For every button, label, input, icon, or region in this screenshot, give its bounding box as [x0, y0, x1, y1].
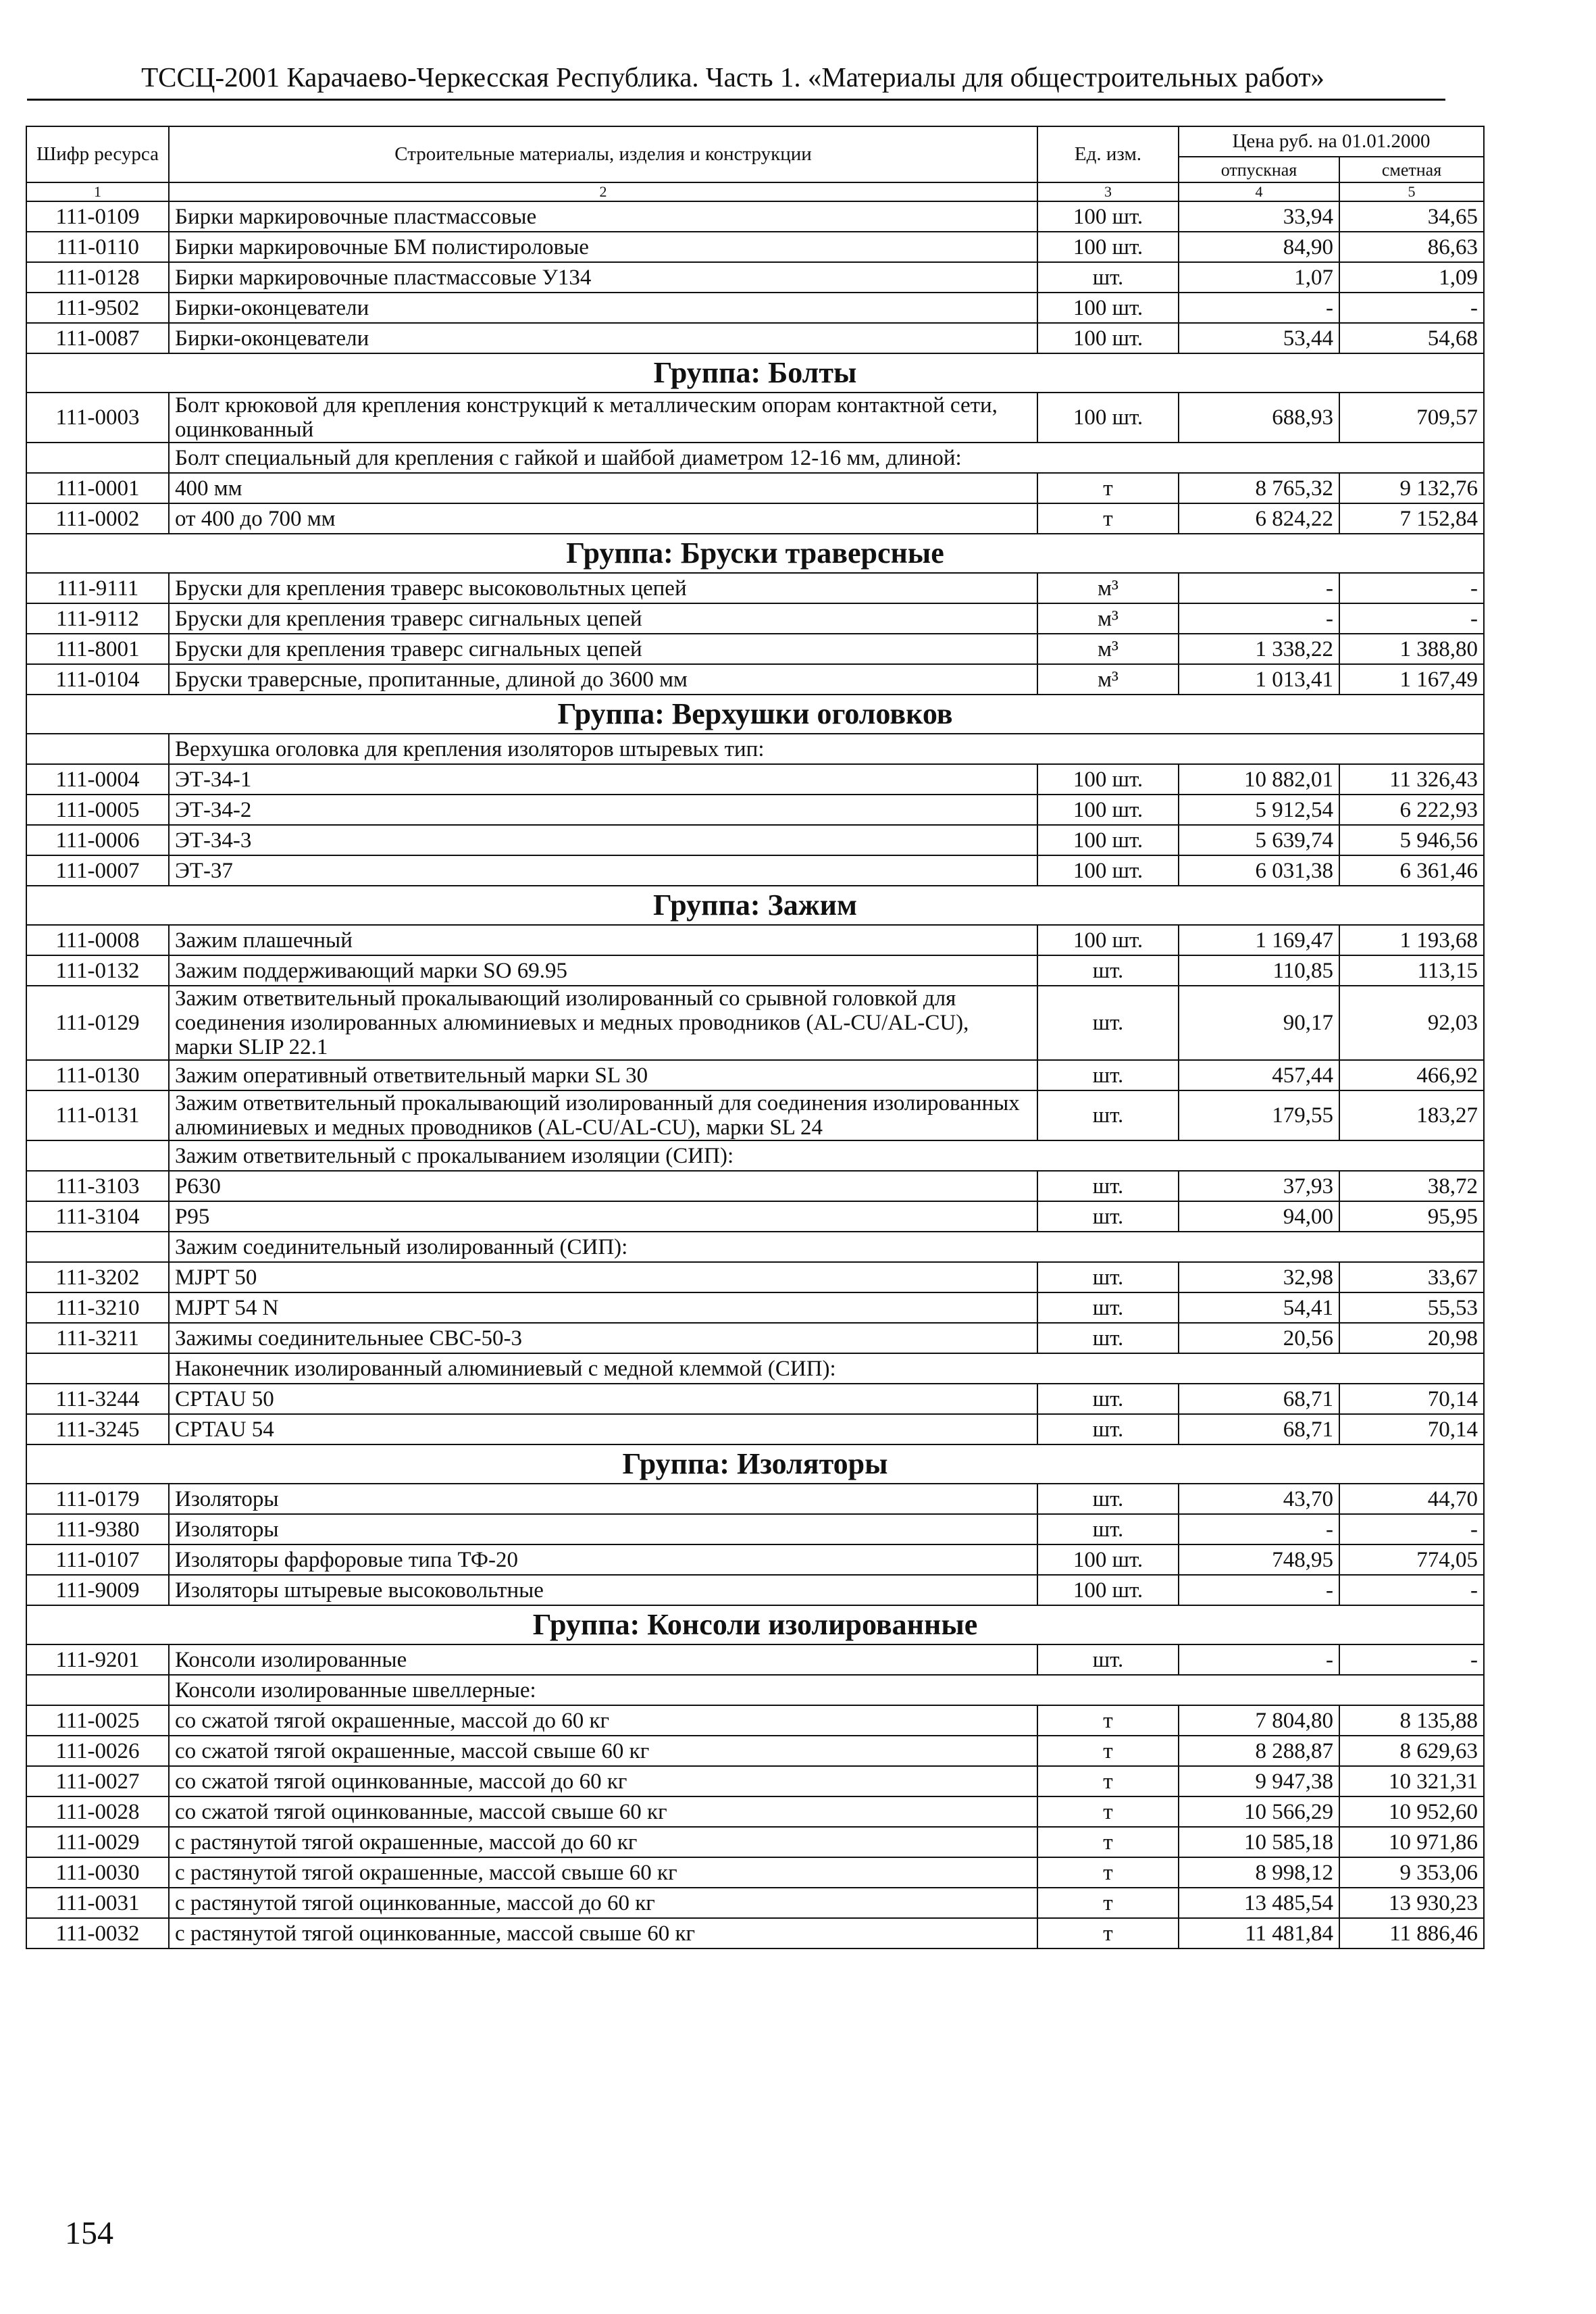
release-price: 32,98 [1179, 1262, 1339, 1292]
release-price: 1 169,47 [1179, 925, 1339, 955]
release-price: - [1179, 573, 1339, 603]
resource-code: 111-3244 [26, 1384, 169, 1414]
material-name: ЭТ-34-2 [169, 795, 1037, 825]
column-number: 4 [1179, 182, 1339, 201]
estimate-price: 44,70 [1339, 1484, 1484, 1514]
material-name: Бруски для крепления траверс сигнальных цепей [169, 634, 1037, 664]
estimate-price: 5 946,56 [1339, 825, 1484, 855]
table-row [26, 1060, 1484, 1090]
header-estimate-price: сметная [1339, 157, 1484, 182]
group-heading-row [26, 1444, 1484, 1484]
material-name: с растянутой тягой окрашенные, массой свыше 60 кг [169, 1857, 1037, 1888]
material-name: ЭТ-34-1 [169, 764, 1037, 795]
release-price: 1 338,22 [1179, 634, 1339, 664]
resource-code: 111-9112 [26, 603, 169, 634]
table-row [26, 1262, 1484, 1292]
description-row [26, 1232, 1484, 1262]
table-row [26, 1544, 1484, 1575]
resource-code: 111-9380 [26, 1514, 169, 1544]
table-row [26, 1888, 1484, 1918]
group-heading-row [26, 1605, 1484, 1644]
description-text: Консоли изолированные швеллерные: [169, 1675, 1484, 1705]
material-name: Изоляторы фарфоровые типа ТФ-20 [169, 1544, 1037, 1575]
resource-code: 111-3245 [26, 1414, 169, 1444]
material-name: Зажим ответвительный прокалывающий изолированный со срывной головкой для соединения изолированных алюминиевых и медных проводников (AL-CU/AL-CU), марки SLIP 22.1 [169, 986, 1037, 1060]
table-row [26, 825, 1484, 855]
estimate-price: 13 930,23 [1339, 1888, 1484, 1918]
unit-of-measure: шт. [1037, 1060, 1179, 1090]
estimate-price: - [1339, 603, 1484, 634]
resource-code: 111-0132 [26, 955, 169, 986]
estimate-price: 774,05 [1339, 1544, 1484, 1575]
release-price: 20,56 [1179, 1323, 1339, 1353]
unit-of-measure: м³ [1037, 603, 1179, 634]
unit-of-measure: шт. [1037, 1171, 1179, 1201]
estimate-price: 34,65 [1339, 201, 1484, 232]
estimate-price: 183,27 [1339, 1090, 1484, 1140]
material-name: ЭТ-37 [169, 855, 1037, 886]
estimate-price: 10 321,31 [1339, 1766, 1484, 1796]
material-name: 400 мм [169, 473, 1037, 503]
resource-code: 111-0130 [26, 1060, 169, 1090]
unit-of-measure: м³ [1037, 634, 1179, 664]
resource-code: 111-0109 [26, 201, 169, 232]
empty-cell [26, 443, 169, 473]
group-heading-row [26, 534, 1484, 573]
resource-code: 111-0003 [26, 393, 169, 443]
release-price: 94,00 [1179, 1201, 1339, 1232]
unit-of-measure: 100 шт. [1037, 1544, 1179, 1575]
page-number: 154 [65, 2215, 113, 2251]
material-name: со сжатой тягой оцинкованные, массой свыше 60 кг [169, 1796, 1037, 1827]
table-row [26, 323, 1484, 353]
table-row [26, 293, 1484, 323]
release-price: 10 585,18 [1179, 1827, 1339, 1857]
material-name: Зажим оперативный ответвительный марки SL 30 [169, 1060, 1037, 1090]
table-row [26, 1171, 1484, 1201]
resource-code: 111-8001 [26, 634, 169, 664]
resource-code: 111-0131 [26, 1090, 169, 1140]
resource-code: 111-0008 [26, 925, 169, 955]
release-price: 8 998,12 [1179, 1857, 1339, 1888]
release-price: 53,44 [1179, 323, 1339, 353]
material-name: Изоляторы штыревые высоковольтные [169, 1575, 1037, 1605]
estimate-price: 8 629,63 [1339, 1736, 1484, 1766]
table-row [26, 1644, 1484, 1675]
resource-code: 111-3103 [26, 1171, 169, 1201]
group-heading-row [26, 353, 1484, 393]
release-price: - [1179, 1644, 1339, 1675]
empty-cell [26, 1353, 169, 1384]
unit-of-measure: т [1037, 1827, 1179, 1857]
release-price: 9 947,38 [1179, 1766, 1339, 1796]
release-price: 8 765,32 [1179, 473, 1339, 503]
page-title: ТССЦ-2001 Карачаево-Черкесская Республика. Часть 1. «Материалы для общестроительных работ» [141, 61, 1324, 93]
release-price: 6 031,38 [1179, 855, 1339, 886]
resource-code: 111-9009 [26, 1575, 169, 1605]
unit-of-measure: 100 шт. [1037, 825, 1179, 855]
empty-cell [26, 1140, 169, 1171]
table-header-row [26, 126, 1484, 157]
resource-code: 111-3202 [26, 1262, 169, 1292]
description-text: Зажим соединительный изолированный (СИП): [169, 1232, 1484, 1262]
unit-of-measure: т [1037, 1736, 1179, 1766]
release-price: 13 485,54 [1179, 1888, 1339, 1918]
resource-code: 111-0087 [26, 323, 169, 353]
unit-of-measure: 100 шт. [1037, 201, 1179, 232]
estimate-price: - [1339, 1575, 1484, 1605]
price-table [26, 126, 1485, 1949]
release-price: 1,07 [1179, 262, 1339, 293]
release-price: 37,93 [1179, 1171, 1339, 1201]
group-heading-row [26, 886, 1484, 925]
unit-of-measure: 100 шт. [1037, 393, 1179, 443]
table-row [26, 1414, 1484, 1444]
release-price: 10 566,29 [1179, 1796, 1339, 1827]
release-price: 90,17 [1179, 986, 1339, 1060]
estimate-price: - [1339, 1644, 1484, 1675]
estimate-price: 8 135,88 [1339, 1705, 1484, 1736]
header-code: Шифр ресурса [26, 126, 169, 182]
resource-code: 111-0028 [26, 1796, 169, 1827]
description-text: Зажим ответвительный с прокалыванием изоляции (СИП): [169, 1140, 1484, 1171]
unit-of-measure: шт. [1037, 1644, 1179, 1675]
table-row [26, 1575, 1484, 1605]
column-number-row [26, 182, 1484, 201]
table-row [26, 1827, 1484, 1857]
estimate-price: 10 971,86 [1339, 1827, 1484, 1857]
estimate-price: - [1339, 293, 1484, 323]
table-row [26, 764, 1484, 795]
release-price: 10 882,01 [1179, 764, 1339, 795]
unit-of-measure: шт. [1037, 1292, 1179, 1323]
material-name: со сжатой тягой окрашенные, массой до 60 кг [169, 1705, 1037, 1736]
release-price: 688,93 [1179, 393, 1339, 443]
unit-of-measure: т [1037, 1796, 1179, 1827]
column-number: 3 [1037, 182, 1179, 201]
resource-code: 111-0032 [26, 1918, 169, 1948]
material-name: Бирки маркировочные пластмассовые У134 [169, 262, 1037, 293]
table-row [26, 1918, 1484, 1948]
release-price: 748,95 [1179, 1544, 1339, 1575]
table-row [26, 573, 1484, 603]
material-name: Зажим плашечный [169, 925, 1037, 955]
group-heading: Группа: Изоляторы [26, 1444, 1484, 1484]
material-name: P95 [169, 1201, 1037, 1232]
resource-code: 111-0104 [26, 664, 169, 695]
unit-of-measure: т [1037, 1888, 1179, 1918]
estimate-price: 54,68 [1339, 323, 1484, 353]
resource-code: 111-0002 [26, 503, 169, 534]
release-price: 54,41 [1179, 1292, 1339, 1323]
estimate-price: 1 167,49 [1339, 664, 1484, 695]
unit-of-measure: 100 шт. [1037, 764, 1179, 795]
material-name: Бруски для крепления траверс сигнальных цепей [169, 603, 1037, 634]
release-price: 43,70 [1179, 1484, 1339, 1514]
resource-code: 111-9201 [26, 1644, 169, 1675]
table-row [26, 1796, 1484, 1827]
unit-of-measure: шт. [1037, 1384, 1179, 1414]
unit-of-measure: шт. [1037, 955, 1179, 986]
resource-code: 111-0128 [26, 262, 169, 293]
estimate-price: 1,09 [1339, 262, 1484, 293]
estimate-price: 11 886,46 [1339, 1918, 1484, 1948]
material-name: P630 [169, 1171, 1037, 1201]
empty-cell [26, 1675, 169, 1705]
table-row [26, 393, 1484, 443]
release-price: 1 013,41 [1179, 664, 1339, 695]
resource-code: 111-9111 [26, 573, 169, 603]
table-row [26, 986, 1484, 1060]
unit-of-measure: шт. [1037, 1514, 1179, 1544]
resource-code: 111-0179 [26, 1484, 169, 1514]
table-row [26, 262, 1484, 293]
material-name: Бирки-оконцеватели [169, 293, 1037, 323]
estimate-price: 70,14 [1339, 1384, 1484, 1414]
estimate-price: 466,92 [1339, 1060, 1484, 1090]
unit-of-measure: 100 шт. [1037, 232, 1179, 262]
unit-of-measure: шт. [1037, 262, 1179, 293]
unit-of-measure: т [1037, 1766, 1179, 1796]
unit-of-measure: шт. [1037, 1201, 1179, 1232]
header-release-price: отпускная [1179, 157, 1339, 182]
estimate-price: 33,67 [1339, 1262, 1484, 1292]
release-price: 11 481,84 [1179, 1918, 1339, 1948]
release-price: - [1179, 1575, 1339, 1605]
table-row [26, 201, 1484, 232]
resource-code: 111-0110 [26, 232, 169, 262]
resource-code: 111-9502 [26, 293, 169, 323]
group-heading: Группа: Зажим [26, 886, 1484, 925]
table-row [26, 1484, 1484, 1514]
description-row [26, 1140, 1484, 1171]
estimate-price: - [1339, 573, 1484, 603]
resource-code: 111-3104 [26, 1201, 169, 1232]
estimate-price: 1 388,80 [1339, 634, 1484, 664]
release-price: 7 804,80 [1179, 1705, 1339, 1736]
estimate-price: 92,03 [1339, 986, 1484, 1060]
table-row [26, 925, 1484, 955]
release-price: 6 824,22 [1179, 503, 1339, 534]
table-row [26, 1201, 1484, 1232]
estimate-price: 6 361,46 [1339, 855, 1484, 886]
unit-of-measure: 100 шт. [1037, 293, 1179, 323]
table-row [26, 1705, 1484, 1736]
estimate-price: - [1339, 1514, 1484, 1544]
material-name: с растянутой тягой окрашенные, массой до 60 кг [169, 1827, 1037, 1857]
group-heading-row [26, 695, 1484, 734]
table-row [26, 1292, 1484, 1323]
table-row [26, 1090, 1484, 1140]
description-text: Болт специальный для крепления с гайкой и шайбой диаметром 12-16 мм, длиной: [169, 443, 1484, 473]
material-name: Зажимы соединительныее СВС-50-3 [169, 1323, 1037, 1353]
resource-code: 111-0129 [26, 986, 169, 1060]
description-row [26, 443, 1484, 473]
estimate-price: 95,95 [1339, 1201, 1484, 1232]
table-row [26, 503, 1484, 534]
description-text: Наконечник изолированный алюминиевый с медной клеммой (СИП): [169, 1353, 1484, 1384]
header-unit: Ед. изм. [1037, 126, 1179, 182]
release-price: 8 288,87 [1179, 1736, 1339, 1766]
resource-code: 111-0029 [26, 1827, 169, 1857]
release-price: - [1179, 293, 1339, 323]
table-row [26, 1323, 1484, 1353]
estimate-price: 11 326,43 [1339, 764, 1484, 795]
unit-of-measure: 100 шт. [1037, 855, 1179, 886]
resource-code: 111-0005 [26, 795, 169, 825]
unit-of-measure: шт. [1037, 1090, 1179, 1140]
table-row [26, 1766, 1484, 1796]
material-name: Изоляторы [169, 1514, 1037, 1544]
material-name: Бруски для крепления траверс высоковольтных цепей [169, 573, 1037, 603]
description-row [26, 1353, 1484, 1384]
release-price: 5 639,74 [1179, 825, 1339, 855]
unit-of-measure: шт. [1037, 986, 1179, 1060]
table-row [26, 955, 1484, 986]
material-name: MJPT 54 N [169, 1292, 1037, 1323]
material-name: CPTAU 50 [169, 1384, 1037, 1414]
column-number: 2 [169, 182, 1037, 201]
group-heading: Группа: Верхушки оголовков [26, 695, 1484, 734]
release-price: - [1179, 603, 1339, 634]
material-name: со сжатой тягой окрашенные, массой свыше 60 кг [169, 1736, 1037, 1766]
material-name: Зажим ответвительный прокалывающий изолированный для соединения изолированных алюминиевых и медных проводников (AL-CU/AL-CU), марки SL 24 [169, 1090, 1037, 1140]
unit-of-measure: шт. [1037, 1262, 1179, 1292]
release-price: 68,71 [1179, 1384, 1339, 1414]
estimate-price: 9 353,06 [1339, 1857, 1484, 1888]
estimate-price: 1 193,68 [1339, 925, 1484, 955]
table-row [26, 1384, 1484, 1414]
estimate-price: 86,63 [1339, 232, 1484, 262]
unit-of-measure: т [1037, 1705, 1179, 1736]
material-name: со сжатой тягой оцинкованные, массой до 60 кг [169, 1766, 1037, 1796]
description-row [26, 1675, 1484, 1705]
table-row [26, 603, 1484, 634]
release-price: 110,85 [1179, 955, 1339, 986]
resource-code: 111-0007 [26, 855, 169, 886]
release-price: 179,55 [1179, 1090, 1339, 1140]
estimate-price: 55,53 [1339, 1292, 1484, 1323]
resource-code: 111-0027 [26, 1766, 169, 1796]
material-name: с растянутой тягой оцинкованные, массой свыше 60 кг [169, 1918, 1037, 1948]
resource-code: 111-0004 [26, 764, 169, 795]
estimate-price: 9 132,76 [1339, 473, 1484, 503]
material-name: Бирки-оконцеватели [169, 323, 1037, 353]
table-row [26, 1736, 1484, 1766]
price-table-body [26, 126, 1484, 1948]
empty-cell [26, 734, 169, 764]
table-row [26, 473, 1484, 503]
table-row [26, 795, 1484, 825]
column-number: 1 [26, 182, 169, 201]
table-row [26, 634, 1484, 664]
unit-of-measure: т [1037, 1857, 1179, 1888]
unit-of-measure: т [1037, 1918, 1179, 1948]
material-name: CPTAU 54 [169, 1414, 1037, 1444]
material-name: Бруски траверсные, пропитанные, длиной до 3600 мм [169, 664, 1037, 695]
estimate-price: 38,72 [1339, 1171, 1484, 1201]
unit-of-measure: шт. [1037, 1323, 1179, 1353]
unit-of-measure: шт. [1037, 1484, 1179, 1514]
material-name: Консоли изолированные [169, 1644, 1037, 1675]
unit-of-measure: 100 шт. [1037, 925, 1179, 955]
resource-code: 111-3211 [26, 1323, 169, 1353]
unit-of-measure: т [1037, 473, 1179, 503]
table-row [26, 664, 1484, 695]
release-price: - [1179, 1514, 1339, 1544]
table-row [26, 232, 1484, 262]
empty-cell [26, 1232, 169, 1262]
group-heading: Группа: Бруски траверсные [26, 534, 1484, 573]
unit-of-measure: 100 шт. [1037, 1575, 1179, 1605]
release-price: 457,44 [1179, 1060, 1339, 1090]
column-number: 5 [1339, 182, 1484, 201]
estimate-price: 7 152,84 [1339, 503, 1484, 534]
unit-of-measure: 100 шт. [1037, 795, 1179, 825]
release-price: 68,71 [1179, 1414, 1339, 1444]
material-name: Зажим поддерживающий марки SO 69.95 [169, 955, 1037, 986]
release-price: 5 912,54 [1179, 795, 1339, 825]
estimate-price: 113,15 [1339, 955, 1484, 986]
estimate-price: 20,98 [1339, 1323, 1484, 1353]
title-divider [27, 99, 1445, 101]
description-text: Верхушка оголовка для крепления изоляторов штыревых тип: [169, 734, 1484, 764]
group-heading: Группа: Болты [26, 353, 1484, 393]
unit-of-measure: м³ [1037, 573, 1179, 603]
group-heading: Группа: Консоли изолированные [26, 1605, 1484, 1644]
resource-code: 111-3210 [26, 1292, 169, 1323]
material-name: Бирки маркировочные пластмассовые [169, 201, 1037, 232]
description-row [26, 734, 1484, 764]
unit-of-measure: 100 шт. [1037, 323, 1179, 353]
table-row [26, 855, 1484, 886]
estimate-price: 10 952,60 [1339, 1796, 1484, 1827]
estimate-price: 6 222,93 [1339, 795, 1484, 825]
material-name: Изоляторы [169, 1484, 1037, 1514]
resource-code: 111-0026 [26, 1736, 169, 1766]
table-row [26, 1857, 1484, 1888]
unit-of-measure: т [1037, 503, 1179, 534]
header-price: Цена руб. на 01.01.2000 [1179, 126, 1484, 157]
resource-code: 111-0107 [26, 1544, 169, 1575]
resource-code: 111-0001 [26, 473, 169, 503]
estimate-price: 70,14 [1339, 1414, 1484, 1444]
resource-code: 111-0031 [26, 1888, 169, 1918]
unit-of-measure: шт. [1037, 1414, 1179, 1444]
table-row [26, 1514, 1484, 1544]
resource-code: 111-0025 [26, 1705, 169, 1736]
header-name: Строительные материалы, изделия и конструкции [169, 126, 1037, 182]
estimate-price: 709,57 [1339, 393, 1484, 443]
material-name: ЭТ-34-3 [169, 825, 1037, 855]
unit-of-measure: м³ [1037, 664, 1179, 695]
material-name: от 400 до 700 мм [169, 503, 1037, 534]
resource-code: 111-0030 [26, 1857, 169, 1888]
release-price: 84,90 [1179, 232, 1339, 262]
material-name: Болт крюковой для крепления конструкций к металлическим опорам контактной сети, оцинкованный [169, 393, 1037, 443]
material-name: с растянутой тягой оцинкованные, массой до 60 кг [169, 1888, 1037, 1918]
release-price: 33,94 [1179, 201, 1339, 232]
material-name: Бирки маркировочные БМ полистироловые [169, 232, 1037, 262]
resource-code: 111-0006 [26, 825, 169, 855]
material-name: MJPT 50 [169, 1262, 1037, 1292]
